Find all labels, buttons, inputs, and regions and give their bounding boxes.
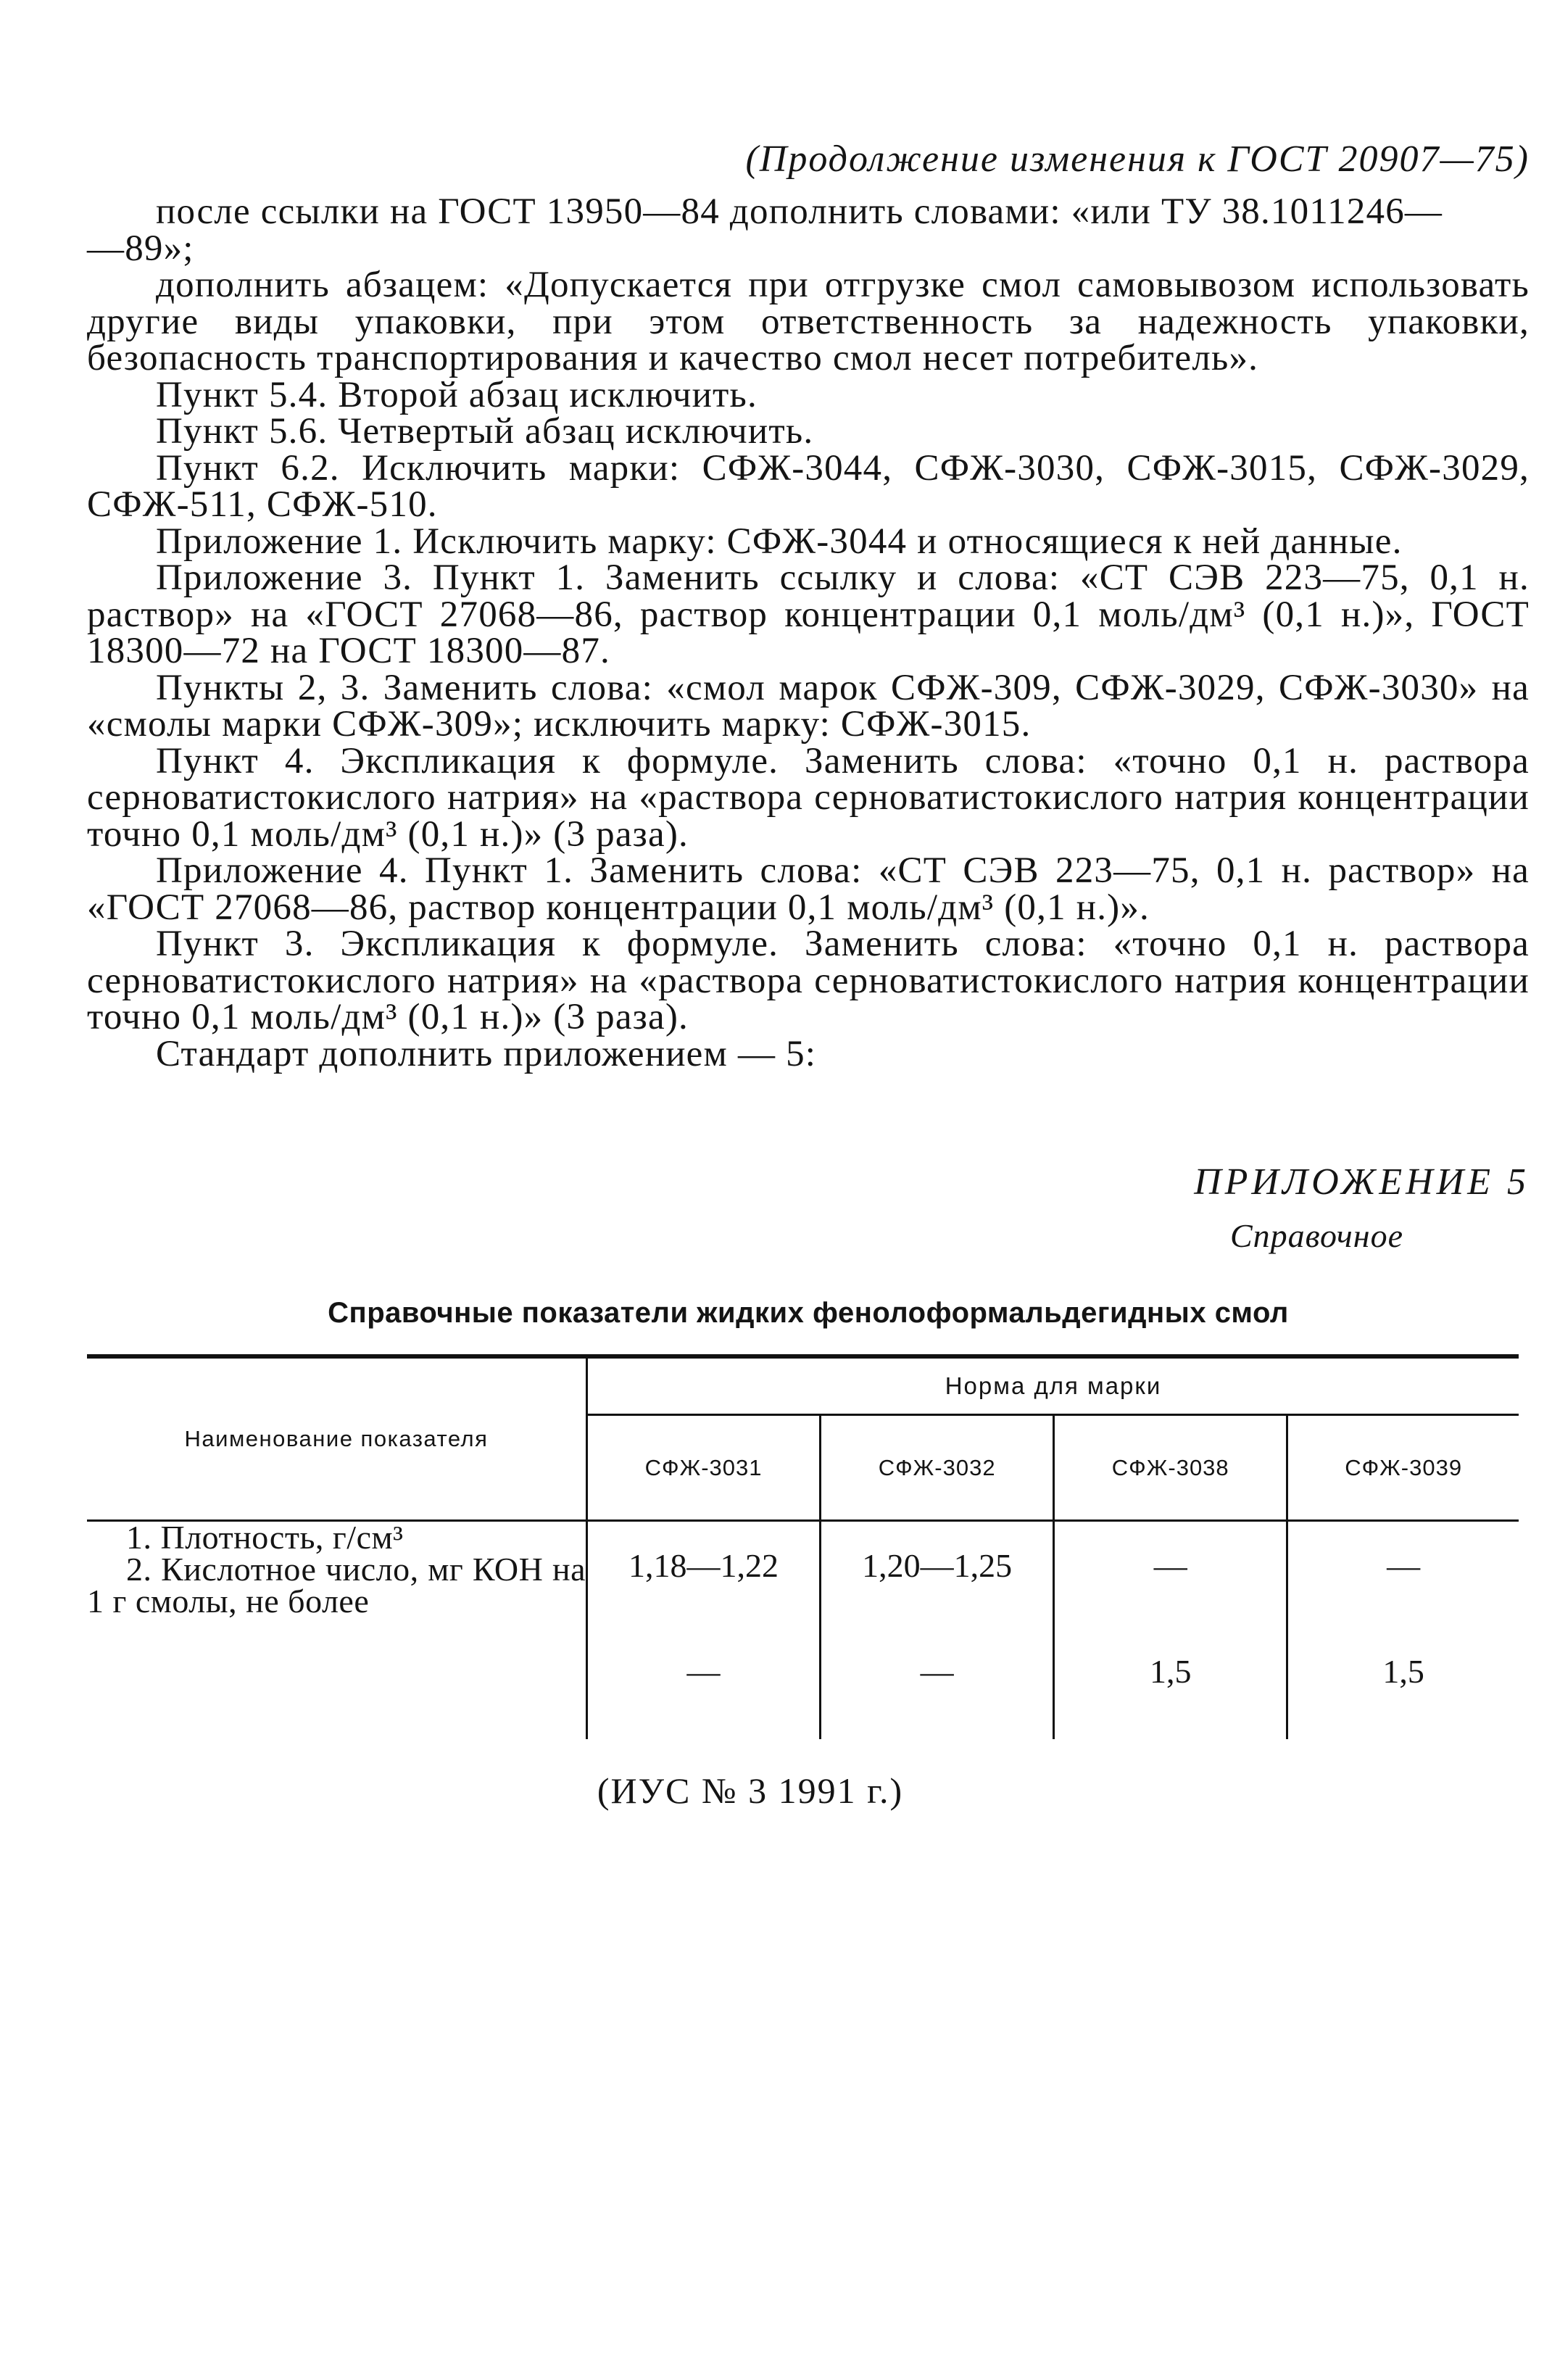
table-cell: —: [920, 1653, 954, 1690]
paragraph: Пункт 5.4. Второй абзац исключить.: [156, 374, 758, 415]
reference-table: [87, 1354, 1519, 1739]
column-header-grade: СФЖ-3031: [587, 1415, 821, 1521]
paragraph: Стандарт дополнить приложением — 5:: [156, 1033, 817, 1074]
table-row: [87, 1521, 1519, 1740]
column-header-grade: СФЖ-3032: [821, 1415, 1054, 1521]
indicator-name: 2. Кислотное число, мг КОН на 1 г смолы, не более: [87, 1551, 586, 1620]
table-caption: Справочные показатели жидких фенолоформальдегидных смол: [328, 1297, 1289, 1329]
paragraph: —89»;: [87, 228, 194, 269]
column-header-norm: Норма для марки: [587, 1356, 1519, 1415]
table-cell: 1,20—1,25: [862, 1547, 1013, 1584]
table-cell: —: [1153, 1547, 1187, 1584]
paragraph: Пункт 5.6. Четвертый абзац исключить.: [156, 411, 814, 452]
paragraph: Пункты 2, 3. Заменить слова: «смол марок СФЖ-309, СФЖ-3029, СФЖ-3030» на «смолы марки СФЖ-309»; исключить марку: СФЖ-3015.: [87, 667, 1530, 745]
paragraph: Приложение 4. Пункт 1. Заменить слова: «СТ СЭВ 223—75, 0,1 н. раствор» на «ГОСТ 27068—86, раствор концентрации 0,1 моль/дм³ (0,1 н.)».: [87, 850, 1530, 928]
running-head: (Продолжение изменения к ГОСТ 20907—75): [745, 138, 1530, 180]
paragraph: Пункт 3. Экспликация к формуле. Заменить слова: «точно 0,1 н. раствора серноватистокислого натрия» на «раствора серноватистокислого натрия концентрации точно 0,1 моль/дм³ (0,1 н.)» (3 раза).: [87, 924, 1530, 1037]
paragraph: Приложение 3. Пункт 1. Заменить ссылку и слова: «СТ СЭВ 223—75, 0,1 н. раствор» на «ГОСТ 27068—86, раствор концентрации 0,1 моль/дм³ (0,1 н.)», ГОСТ 18300—72 на ГОСТ 18300—87.: [87, 557, 1530, 671]
table-cell: 1,5: [1149, 1653, 1192, 1690]
paragraph: дополнить абзацем: «Допускается при отгрузке смол самовывозом использовать другие виды упаковки, при этом ответственность за надежность упаковки, безопасность транспортирования и качество смол несет потребитель».: [87, 265, 1530, 378]
document-page: [87, 138, 1530, 1812]
paragraph: Пункт 4. Экспликация к формуле. Заменить слова: «точно 0,1 н. раствора серноватистокислого натрия» на «раствора серноватистокислого натрия концентрации точно 0,1 моль/дм³ (0,1 н.)» (3 раза).: [87, 740, 1530, 855]
source-reference: (ИУС № 3 1991 г.): [597, 1770, 904, 1811]
body-text: [87, 191, 1530, 1074]
paragraph: Приложение 1. Исключить марку: СФЖ-3044 и относящиеся к ней данные.: [156, 521, 1403, 562]
indicator-name: 1. Плотность, г/см³: [126, 1519, 404, 1556]
indicator-names: [87, 1521, 587, 1740]
grade-values: [1287, 1521, 1519, 1740]
table-cell: 1,5: [1382, 1653, 1424, 1690]
column-header-grade: СФЖ-3038: [1054, 1415, 1287, 1521]
appendix-title: ПРИЛОЖЕНИЕ 5: [1194, 1161, 1530, 1203]
grade-values: [1054, 1521, 1287, 1740]
table-cell: 1,18—1,22: [628, 1547, 779, 1584]
grade-values: [587, 1521, 821, 1740]
table-cell: —: [686, 1653, 721, 1690]
table-cell: —: [1387, 1547, 1421, 1584]
paragraph: после ссылки на ГОСТ 13950—84 дополнить словами: «или ТУ 38.1011246—: [156, 191, 1443, 232]
column-header-grade: СФЖ-3039: [1287, 1415, 1519, 1521]
paragraph: Пункт 6.2. Исключить марки: СФЖ-3044, СФЖ-3030, СФЖ-3015, СФЖ-3029, СФЖ-511, СФЖ-510.: [87, 447, 1530, 525]
column-header-indicator: Наименование показателя: [87, 1356, 587, 1521]
appendix-subtitle: Справочное: [1229, 1217, 1403, 1254]
grade-values: [821, 1521, 1054, 1740]
